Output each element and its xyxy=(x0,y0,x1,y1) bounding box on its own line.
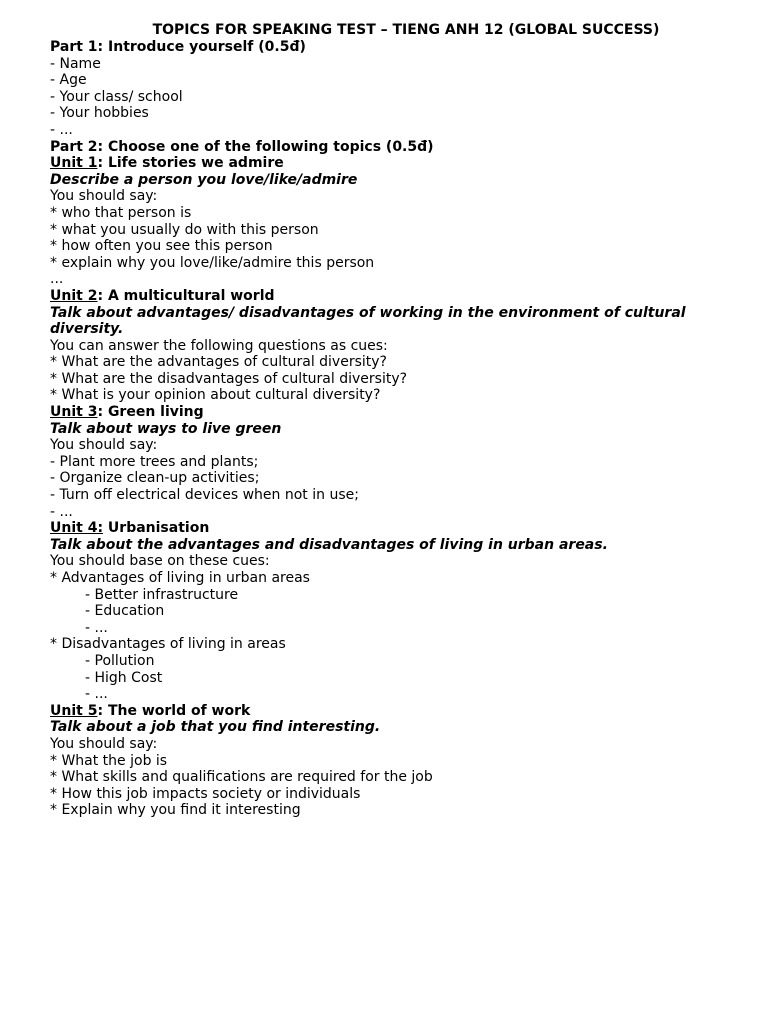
document-title: TOPICS FOR SPEAKING TEST – TIENG ANH 12 (GLOBAL SUCCESS) xyxy=(152,22,660,38)
unit2-item: * What is your opinion about cultural diversity? xyxy=(50,387,381,404)
unit1-item: * what you usually do with this person xyxy=(50,221,319,238)
unit3-item: - Plant more trees and plants; xyxy=(50,453,259,470)
unit3-intro: You should say: xyxy=(50,437,158,454)
unit3-sep: : xyxy=(97,404,108,421)
unit2-item: * What are the advantages of cultural diversity? xyxy=(50,354,387,371)
unit5-intro: You should say: xyxy=(50,735,158,752)
unit1-task: Describe a person you love/like/admire xyxy=(50,171,358,188)
unit4-heading xyxy=(50,520,728,537)
unit1-label: Unit 1 xyxy=(50,155,98,172)
unit4-dis-item: - High Cost xyxy=(85,669,163,686)
unit1-item: * who that person is xyxy=(50,204,192,221)
unit2-intro: You can answer the following questions as cues: xyxy=(50,337,388,354)
part1-item: - Your class/ school xyxy=(50,88,183,105)
unit4-adv-item: - ... xyxy=(85,619,108,636)
unit3-task: Talk about ways to live green xyxy=(50,420,282,437)
unit1-item: * explain why you love/like/admire this person xyxy=(50,254,375,271)
unit2-sep: : xyxy=(97,287,108,304)
part1-item: - Name xyxy=(50,55,101,72)
unit4-adv-item: - Better infrastructure xyxy=(85,586,239,603)
unit5-name: The world of work xyxy=(107,702,251,719)
unit2-label: Unit 2 xyxy=(50,287,98,304)
unit5-item: * What skills and qualifications are required for the job xyxy=(50,769,433,786)
part1-item: - Age xyxy=(50,72,87,89)
unit3-heading xyxy=(50,404,728,421)
unit1-heading xyxy=(50,155,728,172)
unit4-dis-item: - ... xyxy=(85,686,108,703)
unit4-intro: You should base on these cues: xyxy=(50,553,270,570)
unit3-item: - ... xyxy=(50,503,73,520)
unit1-ellipsis: ... xyxy=(50,271,64,288)
unit3-item: - Organize clean-up activities; xyxy=(50,470,260,487)
unit1-item: * how often you see this person xyxy=(50,238,273,255)
unit5-label: Unit 5 xyxy=(50,702,98,719)
unit1-intro: You should say: xyxy=(50,188,158,205)
unit4-label: Unit 4: xyxy=(50,520,104,537)
unit5-task: Talk about a job that you find interesting. xyxy=(50,719,381,736)
unit5-item: * How this job impacts society or individuals xyxy=(50,785,361,802)
unit4-adv-heading: * Advantages of living in urban areas xyxy=(50,570,310,586)
part1-heading: Part 1: Introduce yourself (0.5đ) xyxy=(50,39,306,55)
unit3-label: Unit 3 xyxy=(50,404,98,421)
unit3-item: - Turn off electrical devices when not in use; xyxy=(50,487,359,504)
unit4-dis-item: - Pollution xyxy=(85,652,155,669)
unit5-item: * What the job is xyxy=(50,752,168,769)
unit2-item: * What are the disadvantages of cultural diversity? xyxy=(50,370,408,387)
unit5-sep: : xyxy=(97,702,108,719)
part2-heading: Part 2: Choose one of the following topics (0.5đ) xyxy=(50,138,434,155)
part1-item: - ... xyxy=(50,121,73,138)
unit4-adv-item: - Education xyxy=(85,603,165,620)
unit4-name: Urbanisation xyxy=(107,520,210,537)
unit5-heading xyxy=(50,703,728,720)
unit2-name: A multicultural world xyxy=(107,287,275,304)
unit1-name: Life stories we admire xyxy=(107,155,284,172)
unit1-sep: : xyxy=(97,155,108,172)
unit5-item: * Explain why you find it interesting xyxy=(50,802,301,819)
part1-item: - Your hobbies xyxy=(50,105,149,122)
unit2-task: Talk about advantages/ disadvantages of working in the environment of cultural diversity. xyxy=(50,304,686,338)
unit4-dis-heading: * Disadvantages of living in areas xyxy=(50,636,286,653)
unit4-task: Talk about the advantages and disadvantages of living in urban areas. xyxy=(50,536,608,553)
unit3-name: Green living xyxy=(107,404,204,421)
unit2-heading xyxy=(50,288,728,305)
